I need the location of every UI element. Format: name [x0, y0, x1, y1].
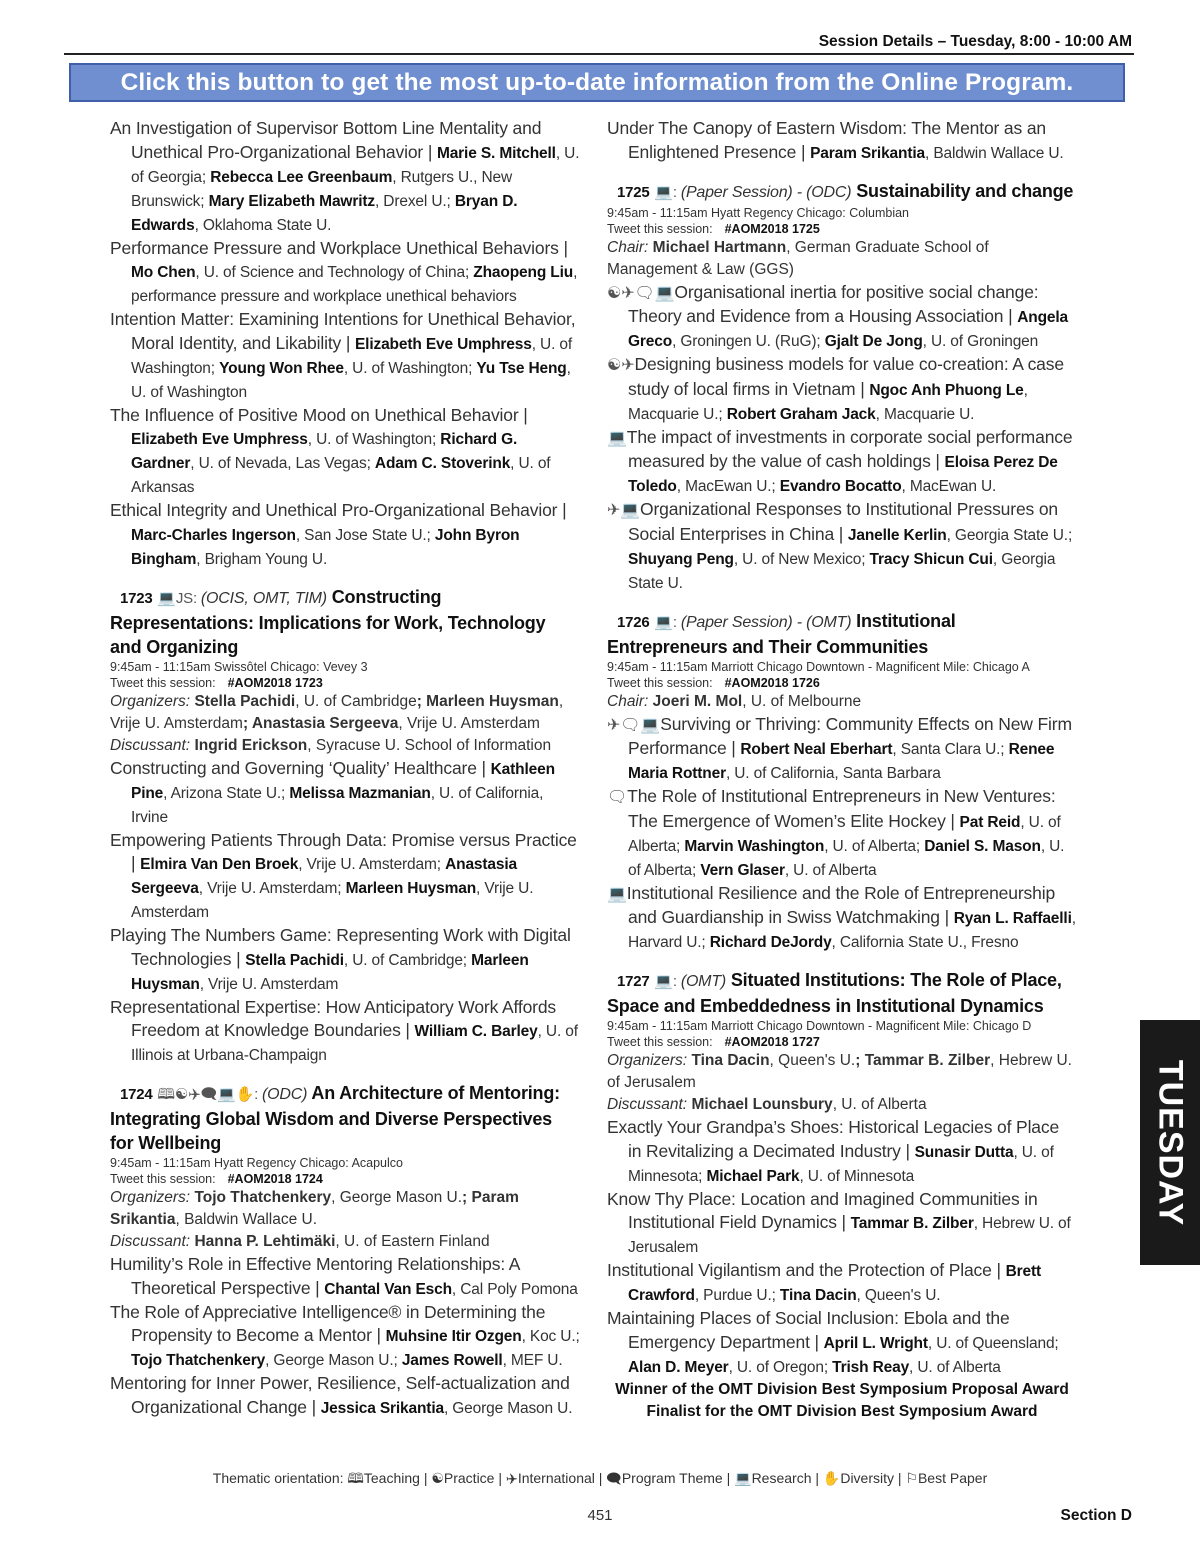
session-1724	[110, 1081, 580, 1420]
chair: Chair: Michael Hartmann, German Graduate School of Management & Law (GGS)	[607, 238, 989, 278]
award-note: Finalist for the OMT Division Best Symposium Award	[646, 1402, 1038, 1420]
discussant: Discussant: Ingrid Erickson, Syracuse U. School of Information	[110, 736, 552, 754]
research-icon: 💻	[157, 589, 176, 607]
section-label: Section D	[1060, 1507, 1132, 1524]
tweet-line[interactable]: Tweet this session: #AOM2018 1724	[110, 1172, 323, 1186]
thematic-legend: Thematic orientation: 🕮Teaching | ☯Practice | ✈International | 🗨Program Theme | 💻Research | ✋Diversity | ⚐Best Paper	[212, 1470, 988, 1486]
research-icon: 💻	[607, 429, 627, 447]
page-number: 451	[587, 1507, 613, 1524]
session-time: 9:45am - 11:15am Swissôtel Chicago: Vevey 3	[110, 659, 368, 674]
theme-icons: ✈💻	[607, 502, 641, 519]
award-note: Winner of the OMT Division Best Symposium Proposal Award	[615, 1380, 1069, 1398]
paper-item: Humility’s Role in Effective Mentoring Relationships: A Theoretical Perspective | Chantal Van Esch, Cal Poly Pomona	[110, 1254, 578, 1298]
paper-item: Ethical Integrity and Unethical Pro-Organizational Behavior | Marc-Charles Ingerson, San Jose State U.; John Byron Bingham, Brigham Young U.	[110, 500, 567, 568]
discussant: Discussant: Michael Lounsbury, U. of Alberta	[607, 1096, 927, 1113]
paper-item: ☯✈Designing business models for value co-creation: A case study of local firms in Vietnam | Ngoc Anh Phuong Le, Macquarie U.; Robert Graham Jack, Macquarie U.	[607, 354, 1064, 423]
paper-item: 🗨The Role of Institutional Entrepreneurs in New Ventures: The Emergence of Women’s Elite Hockey | Pat Reid, U. of Alberta; Marvin Washington, U. of Alberta; Daniel S. Mason, U. of Alberta; Vern Glaser, U. of Alberta	[607, 786, 1065, 879]
online-program-button[interactable]: Click this button to get the most up-to-date information from the Online Program.	[69, 63, 1125, 102]
paper-item: Institutional Vigilantism and the Protection of Place | Brett Crawford, Purdue U.; Tina Dacin, Queen's U.	[607, 1260, 1041, 1304]
right-column	[607, 117, 1077, 1423]
paper-item: 💻The impact of investments in corporate social performance measured by the value of cash holdings | Eloisa Perez De Toledo, MacEwan U.; Evandro Bocatto, MacEwan U.	[607, 426, 1073, 495]
organizers: Organizers: Stella Pachidi, U. of Cambridge; Marleen Huysman, Vrije U. Amsterdam; Anastasia Sergeeva, Vrije U. Amsterdam	[110, 692, 564, 732]
theme-icons: ☯✈🗨💻	[607, 284, 675, 302]
session-1725	[607, 179, 1077, 595]
paper-item: Maintaining Places of Social Inclusion: Ebola and the Emergency Department | April L. Wright, U. of Queensland; Alan D. Meyer, U. of Oregon; Trish Reay, U. of Alberta	[607, 1308, 1059, 1376]
research-icon: 💻	[654, 613, 673, 631]
paper-item: Empowering Patients Through Data: Promise versus Practice | Elmira Van Den Broek, Vrije U. Amsterdam; Anastasia Sergeeva, Vrije U. Amsterdam; Marleen Huysman, Vrije U. Amsterdam	[110, 829, 577, 921]
left-column	[110, 117, 580, 1420]
theme-icons: 🕮☯✈🗨💻✋	[157, 1086, 255, 1103]
day-tab-label: TUESDAY	[1151, 1059, 1190, 1226]
tweet-line[interactable]: Tweet this session: #AOM2018 1726	[607, 675, 820, 690]
paper-item: ✈🗨💻Surviving or Thriving: Community Effects on New Firm Performance | Robert Neal Eberhart, Santa Clara U.; Renee Maria Rottner, U. of California, Santa Barbara	[607, 713, 1072, 782]
discussant: Discussant: Hanna P. Lehtimäki, U. of Eastern Finland	[110, 1233, 490, 1250]
chair: Chair: Joeri M. Mol, U. of Melbourne	[607, 692, 862, 710]
tweet-line[interactable]: Tweet this session: #AOM2018 1725	[607, 221, 820, 236]
session-time: 9:45am - 11:15am Hyatt Regency Chicago: Acapulco	[110, 1156, 403, 1170]
session-time: 9:45am - 11:15am Marriott Chicago Downtown - Magnificent Mile: Chicago D	[607, 1019, 1032, 1033]
header-title: Session Details – Tuesday, 8:00 - 10:00 AM	[818, 33, 1132, 50]
paper-item: The Influence of Positive Mood on Unethical Behavior | Elizabeth Eve Umphress, U. of Washington; Richard G. Gardner, U. of Nevada, Las Vegas; Adam C. Stoverink, U. of Arkansas	[110, 404, 551, 496]
paper-item: ✈💻Organizational Responses to Institutional Pressures on Social Enterprises in China | Janelle Kerlin, Georgia State U.; Shuyang Peng, U. of New Mexico; Tracy Shicun Cui, Georgia State U.	[607, 499, 1073, 592]
session-heading[interactable]: 1727 💻: (OMT) Situated Institutions: The Role of Place, Space and Embeddedness in Institutional Dynamics	[607, 970, 1062, 1016]
tweet-line[interactable]: Tweet this session: #AOM2018 1727	[607, 1035, 820, 1049]
paper-item: Constructing and Governing ‘Quality’ Healthcare | Kathleen Pine, Arizona State U.; Melissa Mazmanian, U. of California, Irvine	[110, 757, 555, 826]
organizers: Organizers: Tojo Thatchenkery, George Mason U.; Param Srikantia, Baldwin Wallace U.	[110, 1189, 519, 1228]
session-time: 9:45am - 11:15am Hyatt Regency Chicago: Columbian	[607, 205, 910, 220]
theme-icons: ☯✈	[607, 357, 635, 374]
session-heading[interactable]: 1725 💻: (Paper Session) - (ODC) Sustainability and change	[617, 180, 1074, 201]
header-rule	[64, 53, 1134, 55]
program-theme-icon: 🗨	[607, 789, 628, 806]
paper-item: 💻Institutional Resilience and the Role of Entrepreneurship and Guardianship in Swiss Watchmaking | Ryan L. Raffaelli, Harvard U.; Richard DeJordy, California State U., Fresno	[607, 882, 1076, 951]
session-heading[interactable]: 1724 🕮☯✈🗨💻✋: (ODC) An Architecture of Mentoring: Integrating Global Wisdom and Diverse Perspectives for Wellbeing	[110, 1083, 560, 1153]
session-1727	[607, 968, 1077, 1423]
paper-item: Under The Canopy of Eastern Wisdom: The Mentor as an Enlightened Presence | Param Srikantia, Baldwin Wallace U.	[607, 118, 1064, 162]
paper-item: Playing The Numbers Game: Representing Work with Digital Technologies | Stella Pachidi, U. of Cambridge; Marleen Huysman, Vrije U. Amsterdam	[110, 925, 571, 993]
paper-item: Intention Matter: Examining Intentions for Unethical Behavior, Moral Identity, and Likability | Elizabeth Eve Umphress, U. of Washington; Young Won Rhee, U. of Washington; Yu Tse Heng, U. of Washington	[110, 309, 576, 401]
paper-item: Representational Expertise: How Anticipatory Work Affords Freedom at Knowledge Boundaries | William C. Barley, U. of Illinois at Urbana-Champaign	[110, 996, 578, 1064]
organizers: Organizers: Tina Dacin, Queen's U.; Tammar B. Zilber, Hebrew U. of Jerusalem	[607, 1052, 1072, 1091]
paper-item: An Investigation of Supervisor Bottom Line Mentality and Unethical Pro-Organizational Behavior | Marie S. Mitchell, U. of Georgia; Rebecca Lee Greenbaum, Rutgers U., New Brunswick; Mary Elizabeth Mawritz, Drexel U.; Bryan D. Edwards, Oklahoma State U.	[110, 118, 580, 234]
paper-item: Exactly Your Grandpa’s Shoes: Historical Legacies of Place in Revitalizing a Decimated Industry | Sunasir Dutta, U. of Minnesota; Michael Park, U. of Minnesota	[607, 1117, 1060, 1185]
session-1723	[110, 585, 580, 1068]
paper-item: Performance Pressure and Workplace Unethical Behaviors | Mo Chen, U. of Science and Technology of China; Zhaopeng Liu, performance pressure and workplace unethical behaviors	[110, 237, 578, 305]
day-tab	[1140, 1020, 1200, 1265]
tweet-line[interactable]: Tweet this session: #AOM2018 1723	[110, 675, 323, 690]
paper-item: The Role of Appreciative Intelligence® in Determining the Propensity to Become a Mentor | Muhsine Itir Ozgen, Koc U.; Tojo Thatchenkery, George Mason U.; James Rowell, MEF U.	[110, 1301, 580, 1369]
research-icon: 💻	[654, 973, 673, 990]
theme-icons: ✈🗨💻	[607, 716, 661, 734]
session-heading[interactable]: 1723 💻JS: (OCIS, OMT, TIM) Constructing Representations: Implications for Work, Technology and Organizing	[110, 586, 546, 657]
research-icon: 💻	[607, 885, 627, 903]
paper-item: Mentoring for Inner Power, Resilience, Self-actualization and Organizational Change | Jessica Srikantia, George Mason U.	[110, 1373, 573, 1417]
session-1726	[607, 609, 1077, 955]
session-time: 9:45am - 11:15am Marriott Chicago Downtown - Magnificent Mile: Chicago A	[607, 659, 1030, 674]
research-icon: 💻	[654, 183, 673, 201]
session-heading[interactable]: 1726 💻: (Paper Session) - (OMT) Institutional Entrepreneurs and Their Communities	[607, 610, 956, 657]
paper-item: ☯✈🗨💻Organisational inertia for positive social change: Theory and Evidence from a Housing Association | Angela Greco, Groningen U. (RuG); Gjalt De Jong, U. of Groningen	[607, 281, 1068, 350]
paper-item: Know Thy Place: Location and Imagined Communities in Institutional Field Dynamics | Tammar B. Zilber, Hebrew U. of Jerusalem	[607, 1188, 1071, 1256]
